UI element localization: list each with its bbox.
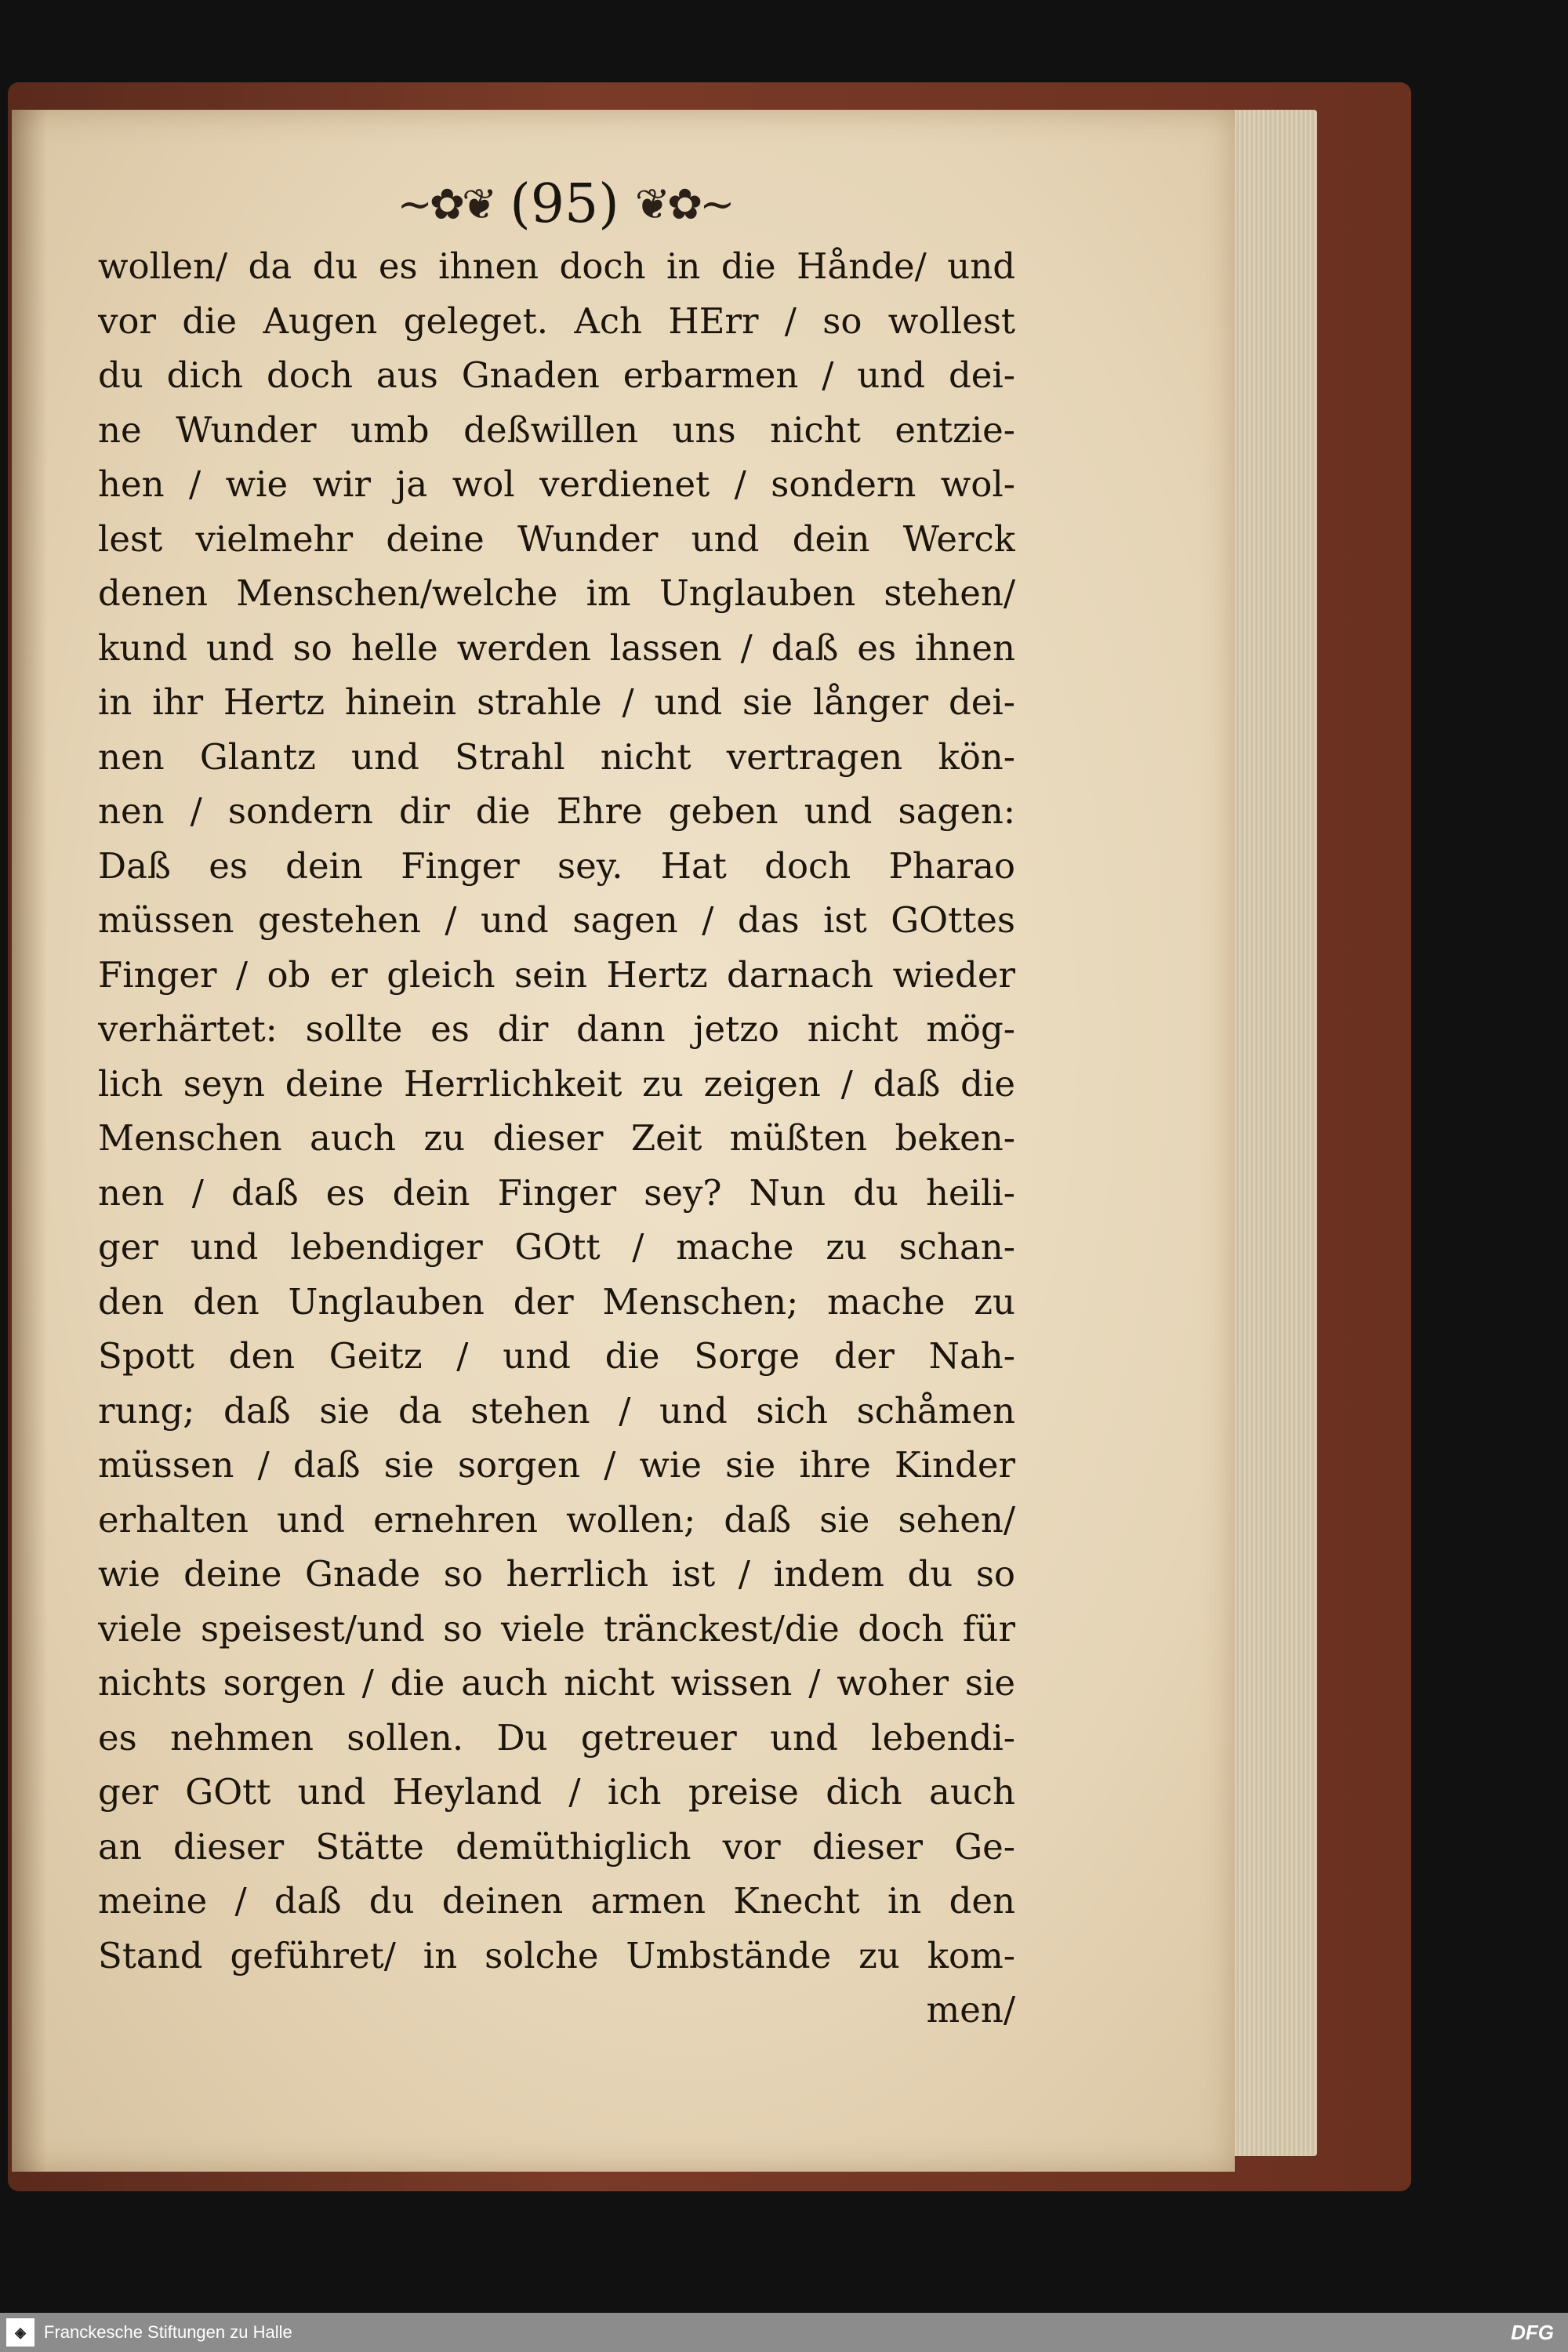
text-line: kund und so helle werden lassen / daß es ihnen [98,626,1015,669]
text-line: ger GOtt und Heyland / ich preise dich auch [98,1771,1015,1813]
text-line: wie deine Gnade so herrlich ist / indem du so [98,1553,1015,1595]
text-line: vor die Augen geleget. Ach HErr / so wollest [98,299,1015,342]
text-line: den den Unglauben der Menschen; mache zu [98,1280,1015,1323]
text-line: müssen gestehen / und sagen / das ist GOttes [98,899,1015,941]
text-line: Menschen auch zu dieser Zeit müßten beken- [98,1117,1015,1159]
institution-logo-icon: ◈ [6,2318,34,2347]
text-line: verhärtet: sollte es dir dann jetzo nicht mög- [98,1008,1015,1050]
text-line: erhalten und ernehren wollen; daß sie sehen/ [98,1498,1015,1541]
text-line: Finger / ob er gleich sein Hertz darnach wieder [98,953,1015,996]
institution-name: Franckesche Stiftungen zu Halle [44,2322,292,2342]
text-line: denen Menschen/welche im Unglauben stehen/ [98,572,1015,614]
text-line: men/ [926,1989,1015,2031]
text-line: nen / sondern dir die Ehre geben und sagen: [98,790,1015,832]
footer-left [0,2318,292,2347]
text-line: du dich doch aus Gnaden erbarmen / und dei- [98,354,1015,396]
page-text [98,239,1015,2038]
text-line: rung; daß sie da stehen / und sich schåmen [98,1389,1015,1432]
text-line: viele speisest/und so viele tränckest/die doch für [98,1607,1015,1650]
text-line: lest vielmehr deine Wunder und dein Werck [98,517,1015,560]
text-line: ne Wunder umb deßwillen uns nicht entzie- [98,408,1015,451]
ornament-left-icon: ~✿❦ [397,179,495,229]
page-header [345,169,784,239]
text-line: meine / daß du deinen armen Knecht in den [98,1880,1015,1922]
footer-bar [0,2313,1568,2352]
ornament-right-icon: ❦✿~ [634,179,732,229]
text-line: es nehmen sollen. Du getreuer und lebendi- [98,1716,1015,1759]
text-line: müssen / daß sie sorgen / wie sie ihre Kinder [98,1444,1015,1486]
text-line: lich seyn deine Herrlichkeit zu zeigen / daß die [98,1062,1015,1105]
dfg-logo: DFG [1511,2320,1554,2344]
text-line: nen Glantz und Strahl nicht vertragen kön- [98,735,1015,778]
text-line: Spott den Geitz / und die Sorge der Nah- [98,1335,1015,1377]
text-line: an dieser Stätte demüthiglich vor dieser Ge- [98,1825,1015,1867]
text-line: nichts sorgen / die auch nicht wissen / woher sie [98,1662,1015,1704]
page-number: (95) [510,172,619,235]
text-line: hen / wie wir ja wol verdienet / sondern wol- [98,463,1015,505]
text-line: Stand geführet/ in solche Umbstände zu kom- [98,1934,1015,1976]
text-line: Daß es dein Finger sey. Hat doch Pharao [98,844,1015,887]
text-line: in ihr Hertz hinein strahle / und sie långer dei- [98,681,1015,723]
text-line: wollen/ da du es ihnen doch in die Hånde/ und [98,245,1015,287]
text-line: ger und lebendiger GOtt / mache zu schan- [98,1226,1015,1268]
page-gutter-shadow [12,110,47,2172]
text-line: nen / daß es dein Finger sey? Nun du heili- [98,1171,1015,1214]
